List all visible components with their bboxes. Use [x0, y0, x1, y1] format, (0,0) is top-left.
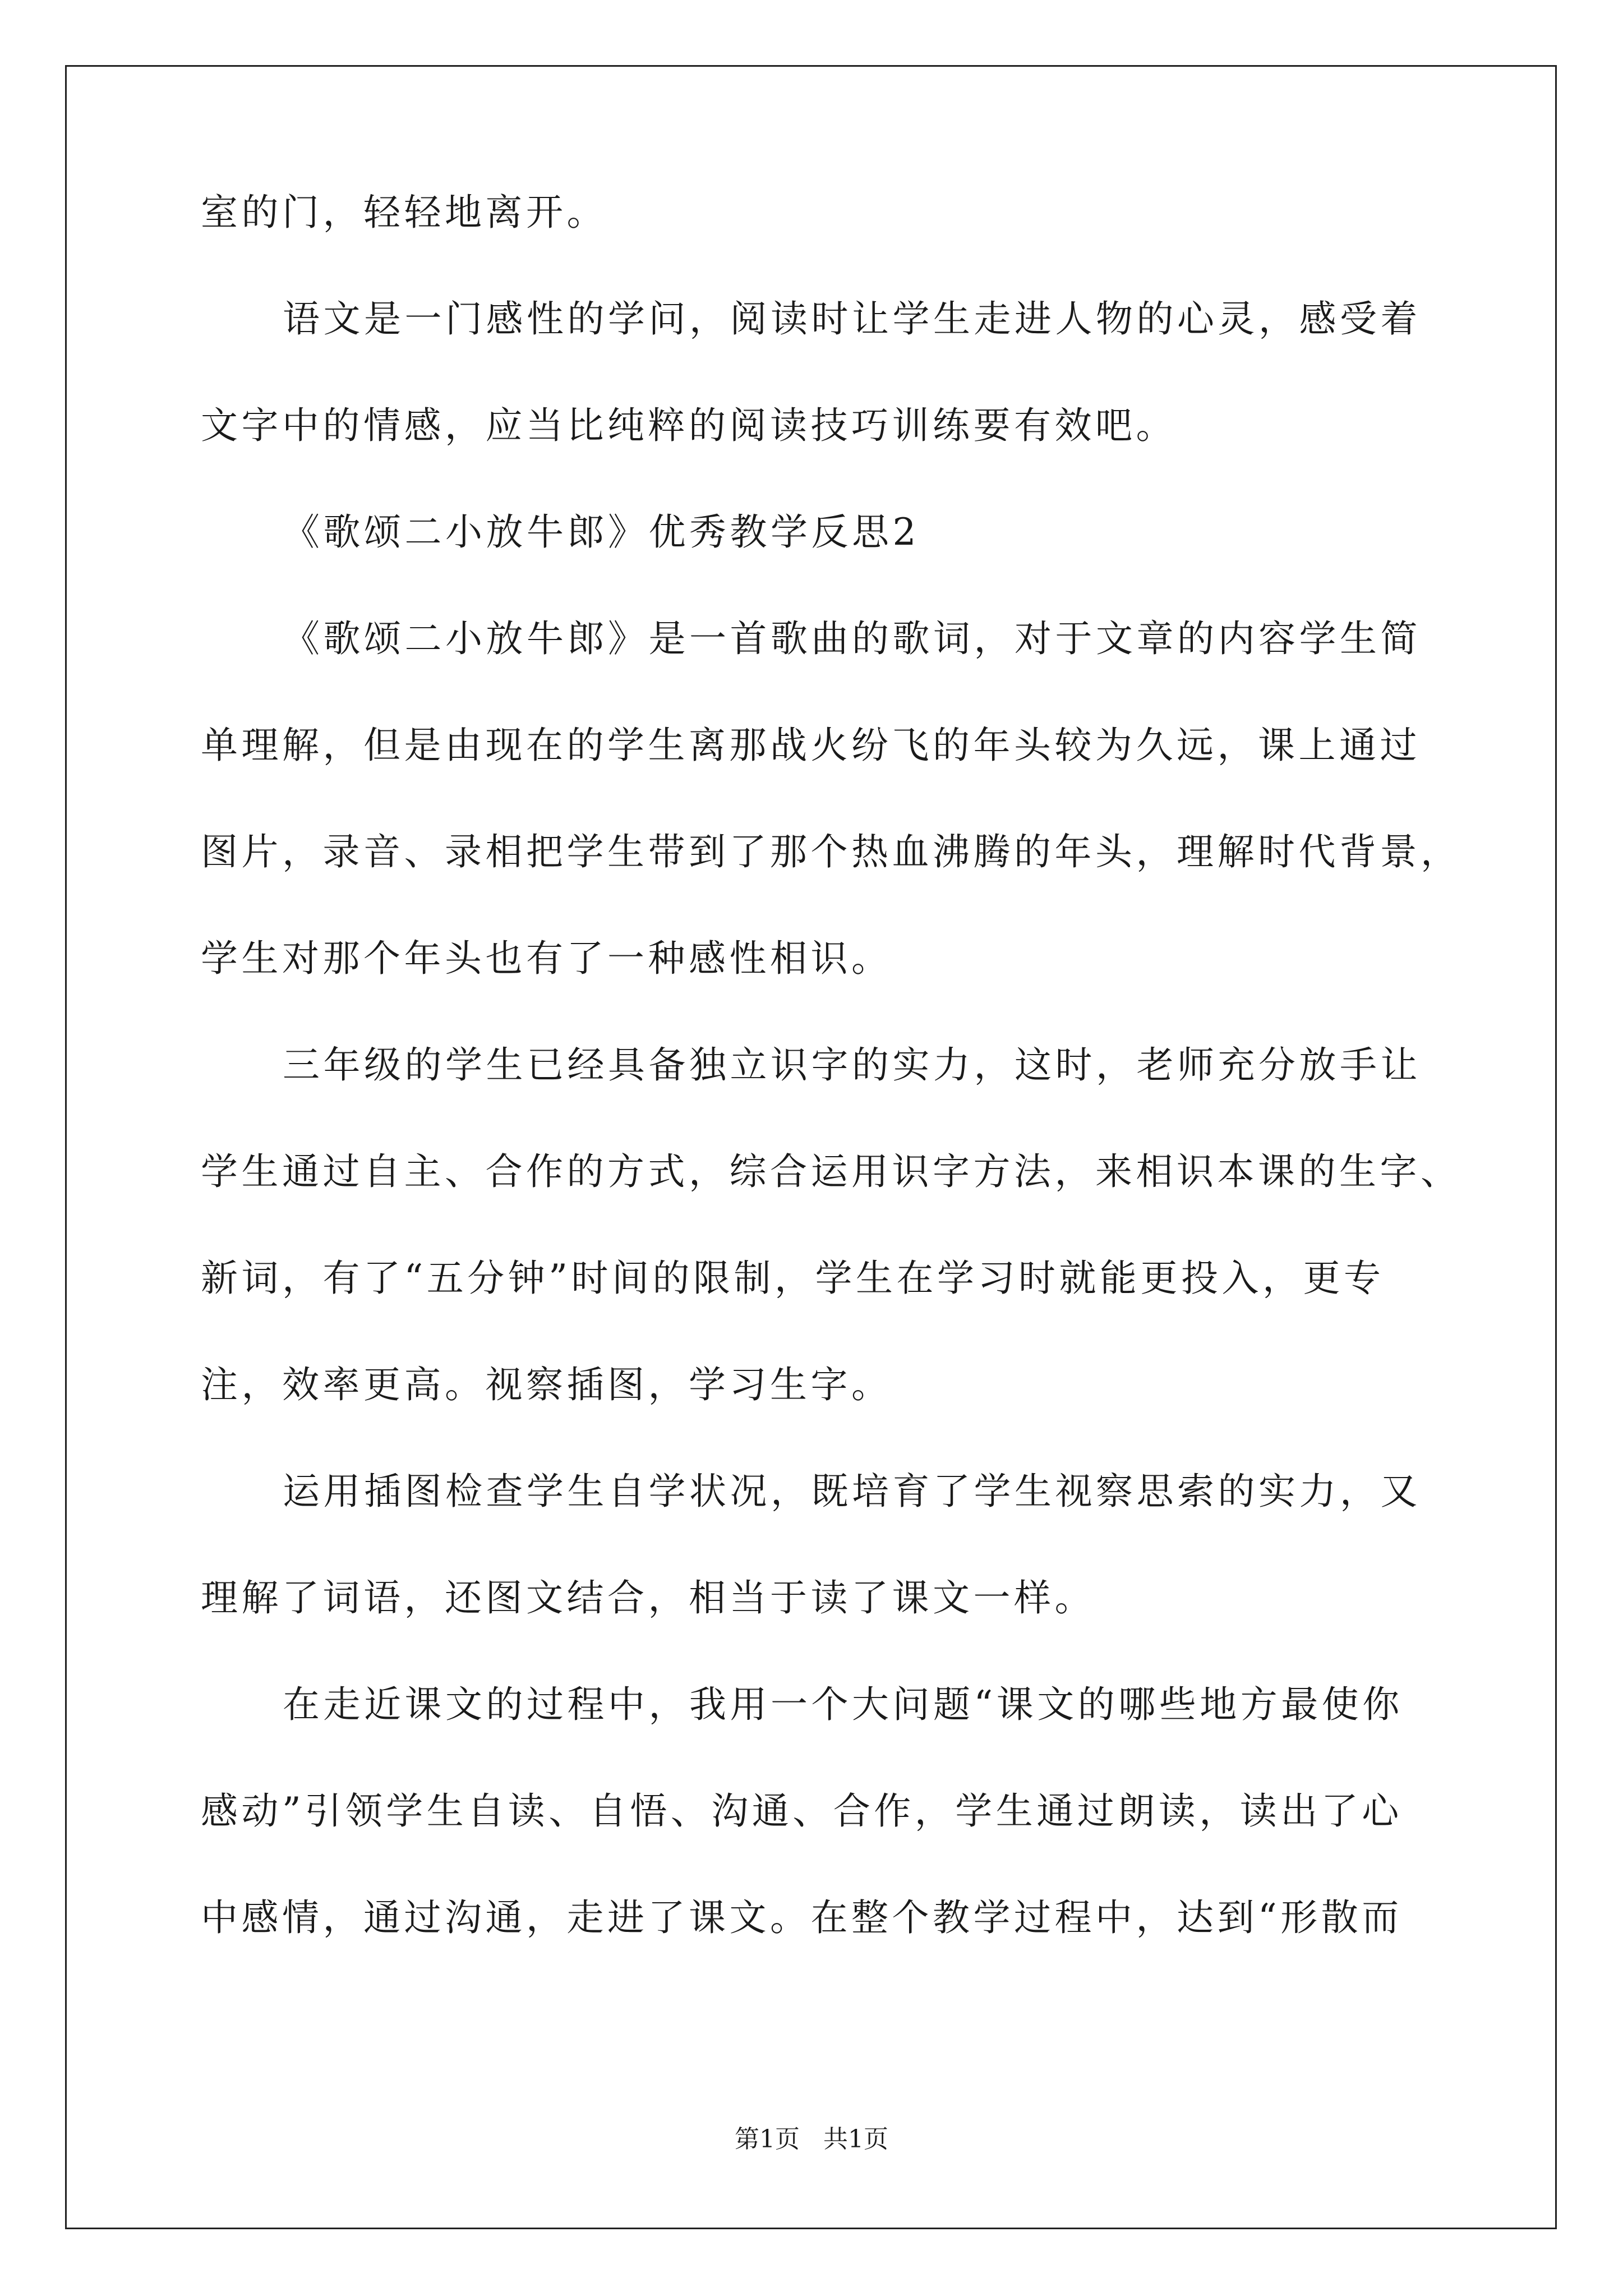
text-line: 新词，有了“五分钟”时间的限制，学生在学习时就能更投入，更专 [201, 1257, 1385, 1300]
text-line: 注，效率更高。视察插图，学习生字。 [201, 1363, 892, 1406]
paragraph-start-line: 运用插图检查学生自学状况，既培育了学生视察思索的实力，又 [283, 1470, 1421, 1513]
text-line: 学生通过自主、合作的方式，综合运用识字方法，来相识本课的生字、 [201, 1150, 1461, 1193]
text-line: 单理解，但是由现在的学生离那战火纷飞的年头较为久远，课上通过 [201, 724, 1421, 767]
page-number: 第1页 [735, 2125, 800, 2154]
page-total: 共1页 [823, 2125, 888, 2154]
paragraph-start-line: 三年级的学生已经具备独立识字的实力，这时，老师充分放手让 [283, 1043, 1421, 1087]
text-line: 中感情，通过沟通，走进了课文。在整个教学过程中，达到“形散而 [201, 1896, 1403, 1939]
text-line: 感动”引领学生自读、自悟、沟通、合作，学生通过朗读，读出了心 [201, 1789, 1403, 1833]
section-heading: 《歌颂二小放牛郎》优秀教学反思2 [283, 510, 920, 554]
text-line: 学生对那个年头也有了一种感性相识。 [201, 937, 892, 980]
page-footer [0, 2127, 1623, 2152]
text-line: 理解了词语，还图文结合，相当于读了课文一样。 [201, 1576, 1095, 1619]
text-line: 室的门，轻轻地离开。 [201, 191, 607, 234]
text-line: 图片，录音、录相把学生带到了那个热血沸腾的年头，理解时代背景， [201, 830, 1461, 873]
paragraph-start-line: 在走近课文的过程中，我用一个大问题“课文的哪些地方最使你 [283, 1683, 1403, 1726]
paragraph-start-line: 《歌颂二小放牛郎》是一首歌曲的歌词，对于文章的内容学生简 [283, 617, 1421, 660]
text-line: 文字中的情感，应当比纯粹的阅读技巧训练要有效吧。 [201, 404, 1177, 447]
paragraph-start-line: 语文是一门感性的学问，阅读时让学生走进人物的心灵，感受着 [283, 297, 1421, 341]
